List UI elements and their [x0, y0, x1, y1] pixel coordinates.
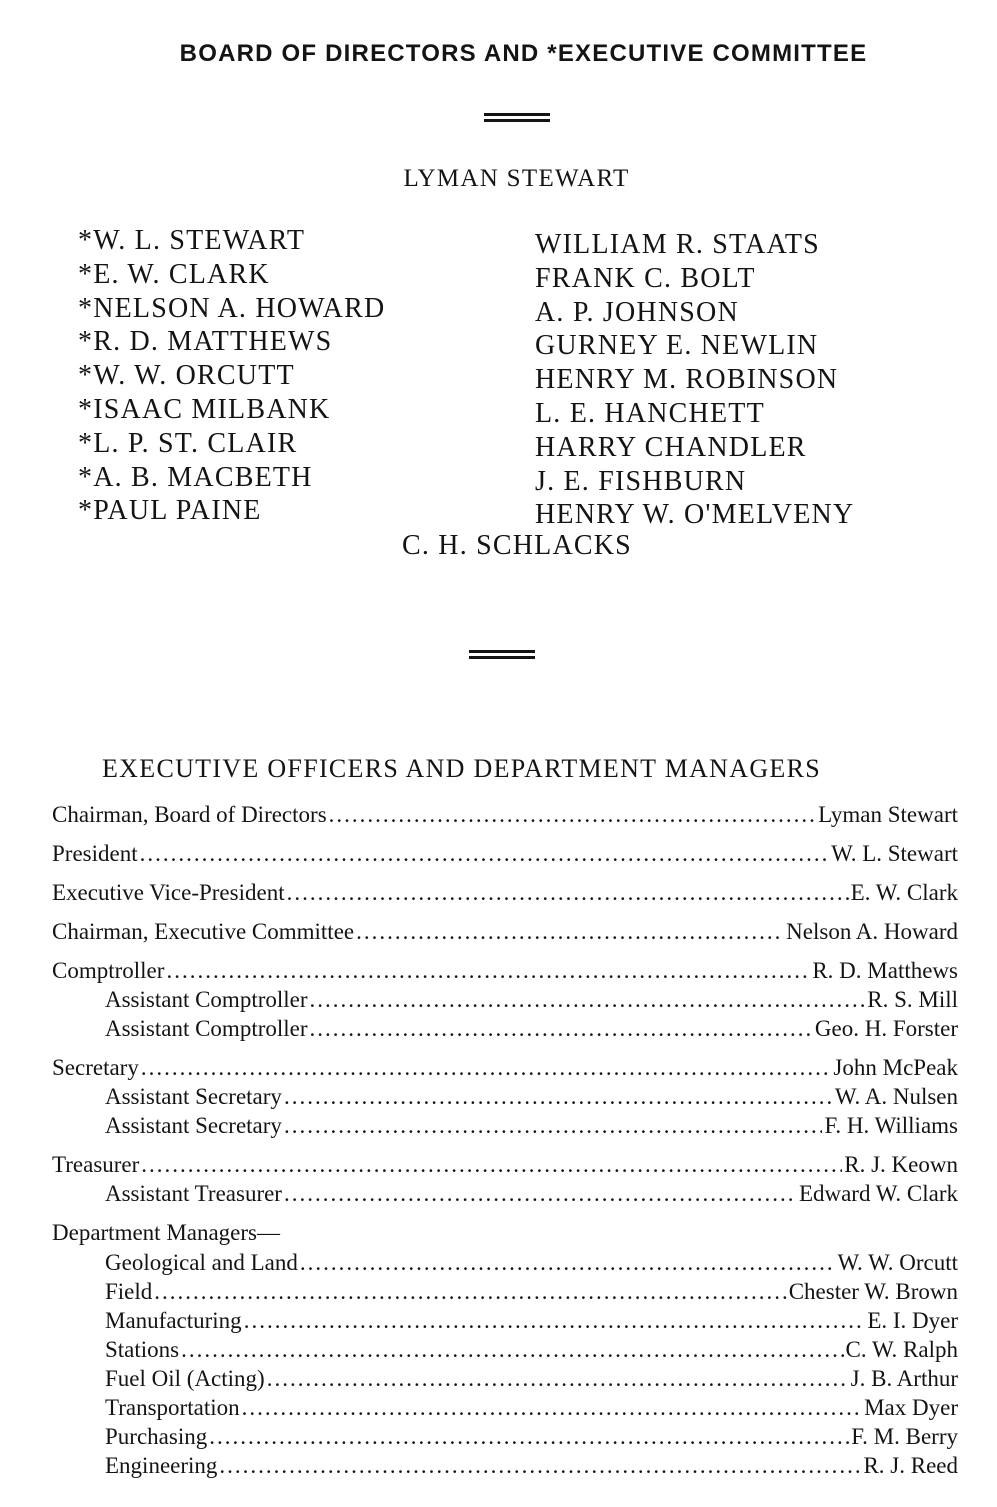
dot-leader	[284, 1082, 833, 1111]
dot-leader	[284, 1111, 823, 1140]
officer-row	[52, 839, 958, 868]
officer-title: Secretary	[52, 1055, 139, 1080]
director-name: L. E. HANCHETT	[535, 397, 765, 429]
department-manager-name: E. I. Dyer	[867, 1308, 958, 1333]
department-manager-name: J. B. Arthur	[850, 1366, 958, 1391]
dot-leader	[140, 839, 829, 868]
director-name: *L. P. ST. CLAIR	[78, 427, 298, 459]
officer-row	[52, 1053, 958, 1082]
department-manager-name: Max Dyer	[864, 1395, 958, 1420]
director-name: HARRY CHANDLER	[535, 431, 807, 463]
dot-leader	[181, 1335, 843, 1364]
department-row	[52, 1248, 958, 1277]
officer-name: Nelson A. Howard	[786, 919, 958, 944]
dot-leader	[310, 985, 866, 1014]
officer-row	[52, 1111, 958, 1140]
department-manager-name: W. W. Orcutt	[837, 1250, 958, 1275]
dot-leader	[209, 1422, 849, 1451]
dot-leader	[287, 878, 849, 907]
department-title: Engineering	[105, 1453, 218, 1478]
department-row	[52, 1364, 958, 1393]
officer-name: John McPeak	[833, 1055, 958, 1080]
director-name: *W. W. ORCUTT	[78, 360, 295, 392]
officer-row	[52, 1014, 958, 1043]
department-title: Field	[105, 1279, 153, 1304]
department-row	[52, 1277, 958, 1306]
dot-leader	[284, 1179, 797, 1208]
director-name: *ISAAC MILBANK	[78, 393, 331, 425]
officer-title: Assistant Secretary	[105, 1084, 282, 1109]
director-name: *R. D. MATTHEWS	[78, 326, 333, 358]
department-title: Manufacturing	[105, 1308, 242, 1333]
officer-name: W. L. Stewart	[831, 841, 958, 866]
director-name: A. P. JOHNSON	[535, 296, 739, 328]
department-row	[52, 1393, 958, 1422]
officer-title: Comptroller	[52, 958, 165, 983]
officer-title: Chairman, Executive Committee	[52, 919, 355, 944]
officer-name: R. D. Matthews	[812, 958, 958, 983]
director-name: J. E. FISHBURN	[535, 465, 747, 497]
dot-leader	[242, 1393, 863, 1422]
dot-leader	[267, 1364, 849, 1393]
department-row	[52, 1422, 958, 1451]
department-manager-name: Chester W. Brown	[788, 1279, 958, 1304]
officer-row	[52, 800, 958, 829]
department-title: Transportation	[105, 1395, 240, 1420]
officer-row	[52, 1179, 958, 1208]
director-name: *NELSON A. HOWARD	[78, 292, 386, 324]
officer-name: Geo. H. Forster	[814, 1016, 958, 1041]
officer-name: R. S. Mill	[867, 987, 958, 1012]
officer-title: President	[52, 841, 138, 866]
dot-leader	[356, 917, 784, 946]
officer-name: E. W. Clark	[850, 880, 958, 905]
department-manager-name: F. M. Berry	[851, 1424, 958, 1449]
officer-name: W. A. Nulsen	[834, 1084, 958, 1109]
dot-leader	[166, 956, 810, 985]
director-name: *A. B. MACBETH	[78, 461, 313, 493]
director-name: HENRY M. ROBINSON	[535, 364, 839, 396]
dot-leader	[310, 1014, 813, 1043]
department-row	[52, 1335, 958, 1364]
director-name: *E. W. CLARK	[78, 258, 270, 290]
dot-leader	[141, 1053, 832, 1082]
department-title: Stations	[105, 1337, 180, 1362]
dot-leader	[300, 1248, 836, 1277]
officer-title: Treasurer	[52, 1152, 140, 1177]
officer-name: Edward W. Clark	[798, 1181, 958, 1206]
double-rule-divider	[469, 650, 535, 659]
director-name: *PAUL PAINE	[78, 495, 262, 527]
director-name: FRANK C. BOLT	[535, 262, 756, 294]
director-name: WILLIAM R. STAATS	[535, 229, 820, 260]
dot-leader	[244, 1306, 866, 1335]
department-row	[52, 1306, 958, 1335]
officer-title: Chairman, Board of Directors	[52, 802, 327, 827]
officer-name: R. J. Keown	[844, 1152, 958, 1177]
officer-row	[52, 985, 958, 1014]
director-name: HENRY W. O'MELVENY	[535, 499, 855, 531]
board-heading: BOARD OF DIRECTORS AND *EXECUTIVE COMMITTEE	[179, 40, 868, 67]
officer-row	[52, 917, 958, 946]
officer-title: Assistant Comptroller	[105, 1016, 308, 1041]
director-name: *W. L. STEWART	[78, 225, 306, 256]
officer-row	[52, 1150, 958, 1179]
officer-row	[52, 1082, 958, 1111]
department-title: Purchasing	[105, 1424, 208, 1449]
dot-leader	[219, 1451, 861, 1480]
department-title: Geological and Land	[105, 1250, 298, 1275]
officer-name: Lyman Stewart	[818, 802, 958, 827]
officer-title: Assistant Secretary	[105, 1113, 282, 1138]
officer-title: Assistant Treasurer	[105, 1181, 282, 1206]
dot-leader	[154, 1277, 786, 1306]
officer-name: F. H. Williams	[824, 1113, 958, 1138]
dot-leader	[141, 1150, 842, 1179]
department-manager-name: R. J. Reed	[863, 1453, 958, 1478]
officers-list	[52, 800, 958, 1480]
dot-leader	[329, 800, 816, 829]
officer-title: Executive Vice-President	[52, 880, 285, 905]
officer-title: Assistant Comptroller	[105, 987, 308, 1012]
board-chairman-name: LYMAN STEWART	[403, 165, 630, 192]
officer-row	[52, 956, 958, 985]
double-rule-divider	[484, 113, 550, 122]
director-name: GURNEY E. NEWLIN	[535, 330, 819, 362]
department-managers-header: Department Managers—	[52, 1220, 281, 1245]
officers-heading: EXECUTIVE OFFICERS AND DEPARTMENT MANAGERS	[102, 754, 821, 783]
director-name-centered: C. H. SCHLACKS	[402, 530, 632, 561]
directors-left-column	[78, 224, 385, 528]
department-title: Fuel Oil (Acting)	[105, 1366, 265, 1391]
officer-row	[52, 878, 958, 907]
department-manager-name: C. W. Ralph	[845, 1337, 958, 1362]
department-row	[52, 1451, 958, 1480]
directors-right-column	[535, 228, 854, 532]
